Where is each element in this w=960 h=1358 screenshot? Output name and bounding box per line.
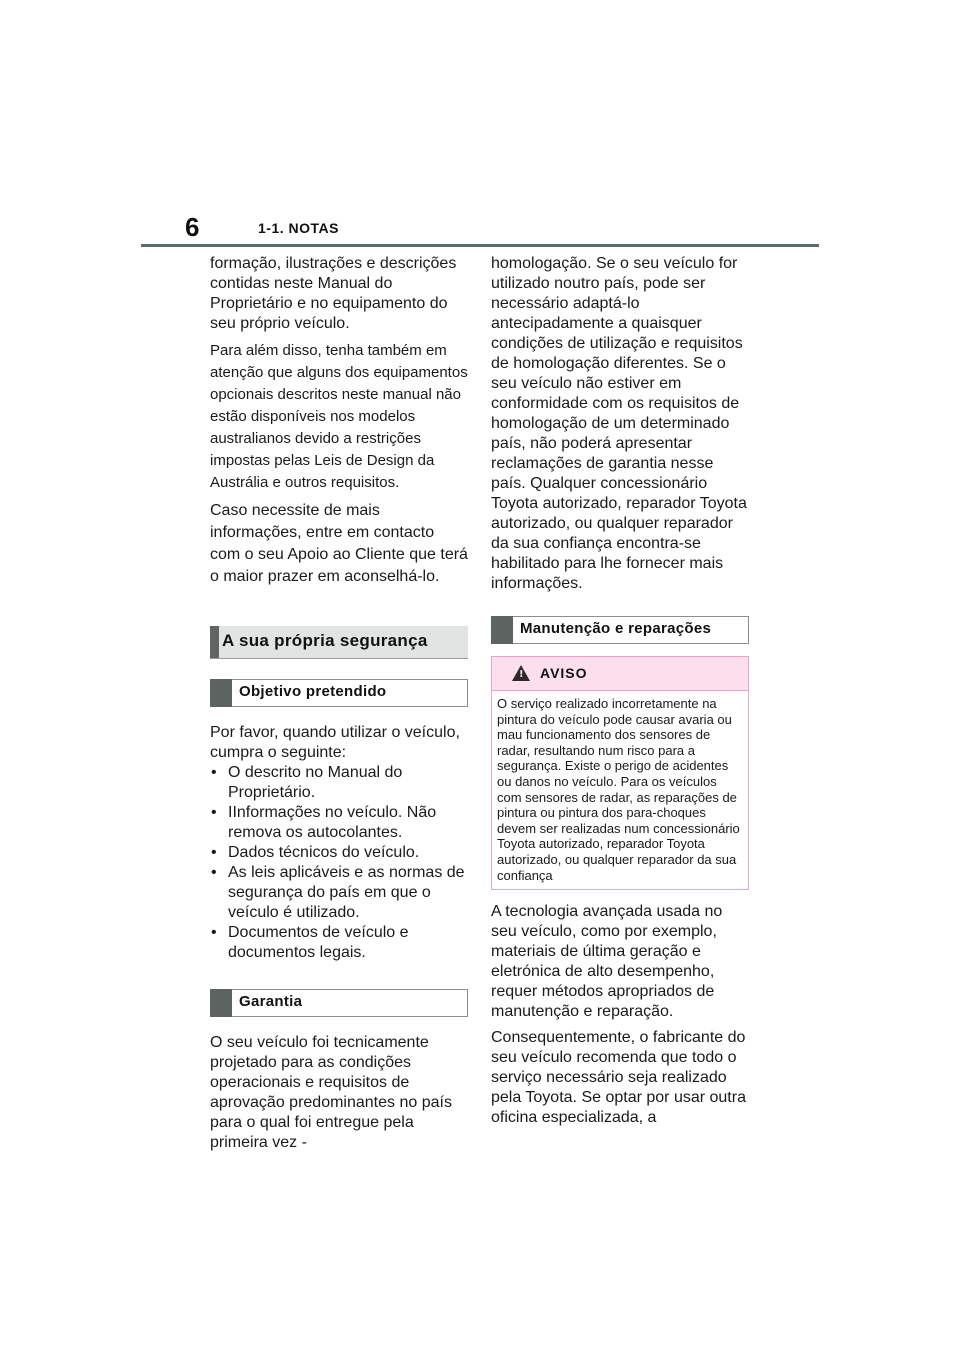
paragraph-australia: Para além disso, tenha também em atenção que alguns dos equipamentos opcionais descritos neste manual não estão disponíveis nos modelos australianos devido a restrições impostas pelas Leis de Design da Austrália e outros requisitos. bbox=[210, 342, 468, 491]
list-item: • O descrito no Manual do Proprietário. bbox=[210, 763, 468, 803]
header-rule bbox=[141, 244, 819, 247]
warning-text: O serviço realizado incorretamente na pintura do veículo pode causar avaria ou mau funcionamento dos sensores de radar, resultando num risco para a segurança. Existe o perigo de acidentes ou danos no veículo. Para os veículos com sensores de radar, as reparações de pintura ou pintura dos para-choques devem ser realizadas num concessionário Toyota autorizado, reparador Toyota autorizado, ou qualquer reparador da sua confiança bbox=[497, 696, 740, 883]
paragraph-intro: formação, ilustrações e descrições contidas neste Manual do Proprietário e no equipamento do seu próprio veículo. bbox=[210, 255, 457, 332]
heading-bar bbox=[491, 616, 513, 644]
heading-warranty bbox=[210, 989, 468, 1017]
paragraph-homologation: homologação. Se o seu veículo for utilizado noutro país, pode ser necessário adaptá-lo antecipadamente a quaisquer condições de utilização e requisitos de homologação diferentes. Se o seu veículo não estiver em conformidade com os requisitos de homologação de um determinado país, não poderá apresentar reclamações de garantia nesse país. Qualquer concessionário Toyota autorizado, reparador Toyota autorizado, ou qualquer reparador da sua confiança encontra-se habilitado para lhe fornecer mais informações. bbox=[491, 255, 747, 592]
heading-intended-purpose bbox=[210, 679, 468, 707]
section-title: 1-1. NOTAS bbox=[258, 220, 339, 236]
list-item: • Dados técnicos do veículo. bbox=[210, 843, 468, 863]
page-number: 6 bbox=[185, 212, 200, 242]
heading-maintenance bbox=[491, 616, 749, 644]
heading-own-safety-label: A sua própria segurança bbox=[222, 631, 428, 650]
paragraph-comply: Por favor, quando utilizar o veículo, cumpra o seguinte: bbox=[210, 724, 460, 761]
warning-label: AVISO bbox=[540, 665, 588, 681]
heading-intended-purpose-label: Objetivo pretendido bbox=[239, 683, 387, 700]
heading-bar bbox=[210, 989, 232, 1017]
paragraph-technology: A tecnologia avançada usada no seu veículo, como por exemplo, materiais de última geração e eletrónica de alto desempenho, requer métodos apropriados de manutenção e reparação. bbox=[491, 903, 723, 1021]
paragraph-contact: Caso necessite de mais informações, entre em contacto com o seu Apoio ao Cliente que terá o maior prazer em aconselhá-lo. bbox=[210, 502, 468, 585]
paragraph-warranty: O seu veículo foi tecnicamente projetado para as condições operacionais e requisitos de aprovação predominantes no país para o qual foi entregue pela primeira vez - bbox=[210, 1034, 452, 1151]
compliance-list bbox=[210, 763, 468, 963]
heading-bar bbox=[210, 626, 219, 658]
heading-own-safety bbox=[210, 626, 468, 659]
heading-warranty-label: Garantia bbox=[239, 993, 303, 1010]
warning-box bbox=[491, 656, 749, 890]
list-item: • As leis aplicáveis e as normas de segurança do país em que o veículo é utilizado. bbox=[210, 863, 468, 923]
heading-bar bbox=[210, 679, 232, 707]
paragraph-recommendation: Consequentemente, o fabricante do seu veículo recomenda que todo o serviço necessário seja realizado pela Toyota. Se optar por usar outra oficina especializada, a bbox=[491, 1029, 746, 1127]
list-item: • IInformações no veículo. Não remova os autocolantes. bbox=[210, 803, 468, 843]
heading-maintenance-label: Manutenção e reparações bbox=[520, 620, 712, 637]
warning-header bbox=[492, 657, 748, 691]
exclamation-icon: ! bbox=[519, 669, 524, 680]
left-column bbox=[210, 254, 468, 1159]
list-item: • Documentos de veículo e documentos legais. bbox=[210, 923, 468, 963]
right-column bbox=[491, 254, 749, 1134]
